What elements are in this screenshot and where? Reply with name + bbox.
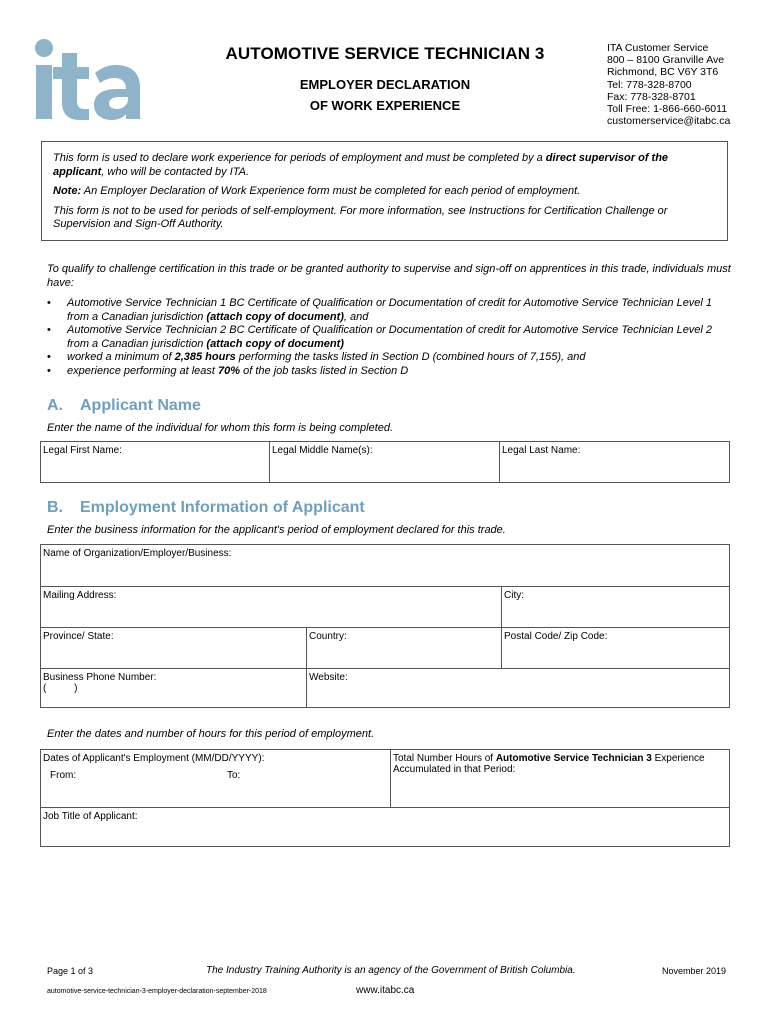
bullet-text: , and [343, 310, 369, 323]
file-name: automotive-service-technician-3-employer-declaration-september-2018 [47, 988, 267, 995]
field-label: Province/ State: [43, 631, 114, 642]
note-label: Note: [53, 185, 82, 197]
agency-statement: The Industry Training Authority is an agency of the Government of British Columbia. [206, 965, 576, 976]
form-subtitle [250, 74, 520, 116]
form-date: November 2019 [662, 966, 727, 976]
section-letter: B. [47, 499, 63, 516]
city-field[interactable] [502, 587, 730, 628]
field-label: Dates of Applicant's Employment (MM/DD/YYYY): [43, 753, 265, 764]
bullet-text: experience performing at least [67, 364, 219, 377]
bullet-text: performing the tasks listed in Section D (combined hours of 7,155), and [235, 351, 586, 363]
page-number: Page 1 of 3 [47, 966, 94, 976]
contact-block [607, 42, 730, 127]
subtitle-line-2: OF WORK EXPERIENCE [309, 98, 461, 113]
ita-logo-mark [34, 38, 144, 123]
to-date-field[interactable]: To: [227, 770, 241, 781]
field-label: Job Title of Applicant: [43, 811, 138, 822]
field-label: Legal Last Name: [502, 445, 581, 456]
bullet-text: of the job tasks listed in Section D [240, 364, 409, 377]
bullet-bold: (attach copy of document) [206, 310, 344, 323]
field-label: Name of Organization/Employer/Business: [43, 548, 232, 559]
field-label: Mailing Address: [43, 590, 117, 601]
field-label-bold: Automotive Service Technician 3 [495, 753, 652, 764]
list-item [47, 324, 737, 351]
contact-line: Tel: 778-328-8700 [607, 78, 692, 91]
section-title: Applicant Name [80, 397, 201, 414]
website-link[interactable]: www.itabc.ca [356, 985, 415, 996]
total-hours-field[interactable] [391, 750, 730, 808]
section-b-heading [47, 499, 365, 517]
bullet-text: Automotive Service Technician 2 BC Certificate of Qualification or Documentation of credit for Automotive Service Technician Level 2 from a Canadian jurisdiction [67, 324, 713, 350]
province-field[interactable] [41, 628, 307, 669]
list-item [47, 365, 737, 379]
intro-paragraph [53, 152, 716, 179]
mailing-address-field[interactable] [41, 587, 502, 628]
field-label: Website: [309, 672, 348, 683]
applicant-name-table [40, 441, 730, 483]
country-field[interactable] [307, 628, 502, 669]
from-date-field[interactable]: From: [50, 770, 77, 781]
contact-line: Toll Free: 1-866-660-6011 [607, 103, 728, 116]
bullet-bold: 2,385 hours [174, 351, 236, 363]
field-label: Legal Middle Name(s): [272, 445, 373, 456]
dates-intro: Enter the dates and number of hours for this period of employment. [47, 728, 375, 740]
intro-bold: direct supervisor of the applicant [53, 152, 669, 178]
field-label: Country: [309, 631, 347, 642]
contact-line: ITA Customer Service [607, 42, 709, 54]
form-title: AUTOMOTIVE SERVICE TECHNICIAN 3 [225, 44, 545, 63]
subtitle-line-1: EMPLOYER DECLARATION [299, 77, 471, 92]
qualify-list [47, 297, 737, 378]
bullet-bold: 70% [218, 364, 241, 377]
contact-line: Fax: 778-328-8701 [607, 90, 696, 103]
website-field[interactable] [307, 669, 730, 708]
field-label: Experience Accumulated in that Period: [393, 753, 705, 775]
employment-info-table [40, 544, 730, 708]
note-text: An Employer Declaration of Work Experience form must be completed for each period of employment. [81, 185, 581, 197]
job-title-field[interactable] [41, 808, 730, 847]
business-phone-field[interactable] [41, 669, 307, 708]
section-letter: A. [47, 397, 63, 414]
field-label: Legal First Name: [43, 445, 122, 456]
field-label: Total Number Hours of [393, 753, 496, 764]
intro-box [41, 141, 728, 241]
employment-dates-field [41, 750, 391, 808]
contact-email: customerservice@itabc.ca [607, 115, 731, 128]
list-item [47, 351, 737, 365]
section-title: Employment Information of Applicant [80, 499, 365, 516]
intro-text: This form is used to declare work experience for periods of employment and must be completed by a [53, 152, 546, 164]
section-a-heading [47, 397, 201, 415]
field-label: Business Phone Number: [43, 672, 157, 683]
field-label: Postal Code/ Zip Code: [504, 631, 608, 642]
contact-line: 800 – 8100 Granville Ave [607, 54, 725, 67]
qualify-lead: To qualify to challenge certification in this trade or be granted authority to supervise and sign-off on apprentices in this trade, individuals must have: [47, 263, 731, 289]
postal-code-field[interactable] [502, 628, 730, 669]
bullet-text: Automotive Service Technician 1 BC Certificate of Qualification or Documentation of credit for Automotive Service Technician Level 1 from a Canadian jurisdiction [67, 297, 713, 323]
organization-field[interactable] [41, 545, 730, 587]
intro-self-employment: This form is not to be used for periods of self-employment. For more information, see Instructions for Certification Challenge or Supervision and Sign-Off Authority. [53, 204, 668, 230]
bullet-bold: (attach copy of document) [206, 337, 344, 350]
intro-text: , who will be contacted by ITA. [101, 165, 250, 178]
section-b-intro: Enter the business information for the applicant's period of employment declared for this trade. [47, 524, 506, 536]
list-item [47, 297, 737, 324]
contact-line: Richmond, BC V6Y 3T6 [607, 66, 719, 79]
section-a-intro: Enter the name of the individual for whom this form is being completed. [47, 422, 394, 434]
phone-format: ( ) [43, 683, 78, 694]
bullet-text: worked a minimum of [67, 351, 175, 363]
intro-note [53, 185, 716, 199]
first-name-field[interactable] [41, 442, 270, 483]
middle-name-field[interactable] [270, 442, 500, 483]
last-name-field[interactable] [500, 442, 730, 483]
dates-table [40, 749, 730, 847]
ita-logo [34, 38, 144, 123]
field-label: City: [504, 590, 524, 601]
